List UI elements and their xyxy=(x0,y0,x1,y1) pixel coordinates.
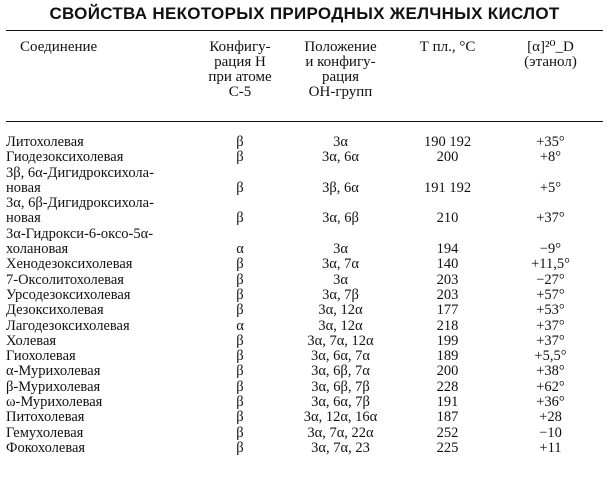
cell-compound: 3α-Гидрокси-6-оксо-5α- xyxy=(6,225,154,242)
cell-rotation: +62° xyxy=(536,378,565,395)
cell-compound: холановая xyxy=(6,241,69,258)
table-row xyxy=(0,150,609,165)
cell-compound: Урсодезоксихолевая xyxy=(6,286,131,303)
cell-position: 3α, 12α xyxy=(318,302,363,319)
table-row xyxy=(0,319,609,334)
cell-compound: Гиохолевая xyxy=(6,348,76,365)
table-row xyxy=(0,334,609,349)
table-row xyxy=(0,242,609,257)
table-row xyxy=(0,273,609,288)
cell-position: 3α xyxy=(333,271,348,288)
cell-configuration: β xyxy=(236,424,244,441)
cell-configuration: β xyxy=(236,286,244,303)
cell-configuration: β xyxy=(236,348,244,365)
cell-rotation: +28 xyxy=(539,409,562,426)
table-row xyxy=(0,426,609,441)
cell-position: 3α, 6β, 7β xyxy=(311,378,370,395)
cell-rotation: +57° xyxy=(536,286,565,303)
header-rotation xyxy=(503,40,598,70)
cell-compound: ω-Мурихолевая xyxy=(6,394,103,411)
cell-position: 3α, 12α xyxy=(318,317,363,334)
table-row xyxy=(0,410,609,425)
cell-melting-point: 189 xyxy=(436,348,459,365)
cell-compound: Гемухолевая xyxy=(6,424,84,441)
cell-melting-point: 200 xyxy=(436,149,459,166)
cell-rotation: −10 xyxy=(539,424,562,441)
cell-compound: Хенодезоксихолевая xyxy=(6,256,133,273)
cell-position: 3α, 6β, 7α xyxy=(311,363,370,380)
cell-rotation: +53° xyxy=(536,302,565,319)
cell-compound: Питохолевая xyxy=(6,409,85,426)
cell-rotation: +37° xyxy=(536,210,565,227)
cell-configuration: β xyxy=(236,363,244,380)
cell-rotation: +8° xyxy=(539,149,562,166)
header-position-line: рация xyxy=(321,69,360,85)
cell-position: 3α, 6β xyxy=(322,210,359,227)
table-row xyxy=(0,181,609,196)
cell-position: 3α, 6α xyxy=(322,149,359,166)
cell-configuration: β xyxy=(236,394,244,411)
cell-melting-point: 177 xyxy=(436,302,459,319)
cell-configuration: β xyxy=(236,210,244,227)
header-configuration xyxy=(190,40,290,100)
cell-melting-point: 194 xyxy=(436,241,459,258)
cell-rotation: −9° xyxy=(539,241,562,258)
cell-melting-point: 210 xyxy=(436,210,459,227)
table-row xyxy=(0,196,609,211)
header-compound xyxy=(20,40,170,55)
cell-position: 3α, 7α xyxy=(322,256,359,273)
cell-position: 3α, 12α, 16α xyxy=(303,409,378,426)
cell-position: 3α xyxy=(333,134,348,150)
cell-compound: новая xyxy=(6,179,41,196)
cell-compound: Литохолевая xyxy=(6,134,84,150)
cell-configuration: β xyxy=(236,302,244,319)
cell-rotation: +11,5° xyxy=(531,256,570,273)
table-row xyxy=(0,441,609,456)
header-configuration-line: С-5 xyxy=(228,84,252,100)
cell-position: 3α xyxy=(333,241,348,258)
cell-configuration: β xyxy=(236,439,244,456)
header-configuration-line: рация Н xyxy=(214,54,266,70)
table-row xyxy=(0,135,609,150)
table-row xyxy=(0,166,609,181)
cell-compound: новая xyxy=(6,210,41,227)
cell-compound: 7-Оксолитохолевая xyxy=(6,271,124,288)
cell-configuration: β xyxy=(236,271,244,288)
table-row xyxy=(0,364,609,379)
cell-rotation: +37° xyxy=(536,317,565,334)
table-row xyxy=(0,303,609,318)
cell-melting-point: 225 xyxy=(436,439,459,456)
cell-melting-point: 228 xyxy=(436,378,459,395)
table-row xyxy=(0,380,609,395)
header-configuration-line: при атоме xyxy=(208,69,272,85)
cell-rotation: +35° xyxy=(536,134,565,150)
header-rotation-line: (этанол) xyxy=(524,54,577,70)
header-position-line: ОН-групп xyxy=(308,84,373,100)
cell-melting-point: 252 xyxy=(436,424,459,441)
cell-position: 3α, 7α, 23 xyxy=(311,439,370,456)
table-row xyxy=(0,395,609,410)
cell-configuration: β xyxy=(236,179,244,196)
header-melting-point xyxy=(400,40,495,55)
cell-melting-point: 190 192 xyxy=(423,134,472,150)
cell-melting-point: 218 xyxy=(436,317,459,334)
cell-position: 3β, 6α xyxy=(322,179,359,196)
cell-rotation: −27° xyxy=(536,271,565,288)
header-rotation-line: [α]²⁰_D xyxy=(527,39,574,55)
cell-melting-point: 191 192 xyxy=(423,179,472,196)
cell-melting-point: 187 xyxy=(436,409,459,426)
cell-configuration: β xyxy=(236,134,244,150)
cell-melting-point: 203 xyxy=(436,271,459,288)
cell-configuration: α xyxy=(236,241,244,258)
cell-configuration: β xyxy=(236,256,244,273)
cell-rotation: +36° xyxy=(536,394,565,411)
cell-rotation: +37° xyxy=(536,332,565,349)
cell-position: 3α, 6α, 7α xyxy=(310,348,371,365)
cell-compound: Гиодезоксихолевая xyxy=(6,149,124,166)
cell-melting-point: 199 xyxy=(436,332,459,349)
cell-melting-point: 140 xyxy=(436,256,459,273)
cell-configuration: β xyxy=(236,332,244,349)
cell-compound: Фокохолевая xyxy=(6,439,86,456)
cell-melting-point: 203 xyxy=(436,286,459,303)
cell-compound: β-Мурихолевая xyxy=(6,378,101,395)
top-rule xyxy=(6,30,603,31)
header-position-line: Положение xyxy=(304,39,377,55)
header-rule xyxy=(6,121,603,122)
cell-compound: α-Мурихолевая xyxy=(6,363,101,380)
cell-position: 3α, 7α, 22α xyxy=(307,424,374,441)
cell-melting-point: 191 xyxy=(436,394,459,411)
table-body xyxy=(0,135,609,456)
header-position xyxy=(293,40,388,100)
cell-rotation: +5° xyxy=(539,179,562,196)
cell-rotation: +11 xyxy=(539,439,562,456)
table-row xyxy=(0,349,609,364)
cell-rotation: +5,5° xyxy=(534,348,567,365)
cell-configuration: α xyxy=(236,317,244,334)
table-row xyxy=(0,288,609,303)
header-melting-point-line: Т пл., °С xyxy=(419,39,476,55)
cell-configuration: β xyxy=(236,409,244,426)
header-configuration-line: Конфигу- xyxy=(209,39,271,55)
cell-compound: Лагодезоксихолевая xyxy=(6,317,130,334)
cell-position: 3α, 7β xyxy=(322,286,359,303)
cell-rotation: +38° xyxy=(536,363,565,380)
cell-configuration: β xyxy=(236,378,244,395)
cell-configuration: β xyxy=(236,149,244,166)
header-position-line: и конфигу- xyxy=(305,54,376,70)
cell-melting-point: 200 xyxy=(436,363,459,380)
table-row xyxy=(0,211,609,226)
table-row xyxy=(0,257,609,272)
table-title: СВОЙСТВА НЕКОТОРЫХ ПРИРОДНЫХ ЖЕЛЧНЫХ КИСЛОТ xyxy=(49,4,560,23)
cell-compound: 3α, 6β-Дигидроксихола- xyxy=(6,195,154,212)
cell-position: 3α, 7α, 12α xyxy=(307,332,374,349)
header-compound-line: Соединение xyxy=(20,39,98,55)
cell-position: 3α, 6α, 7β xyxy=(311,394,370,411)
cell-compound: 3β, 6α-Дигидроксихола- xyxy=(6,164,154,181)
cell-compound: Дезоксихолевая xyxy=(6,302,104,319)
table-row xyxy=(0,227,609,242)
cell-compound: Холевая xyxy=(6,332,57,349)
